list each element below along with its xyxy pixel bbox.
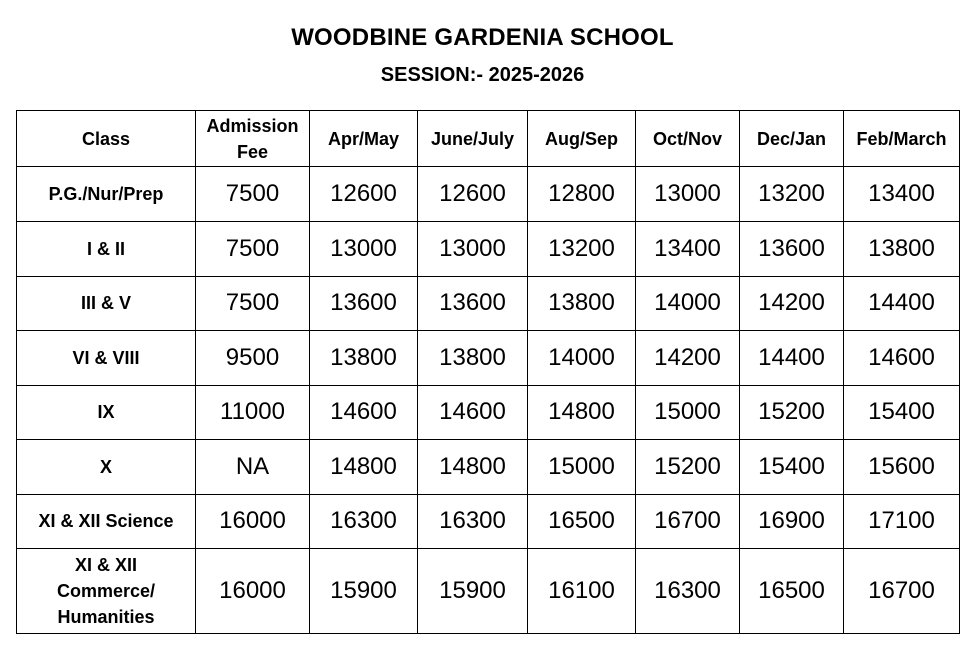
fee-cell: 14600 [844, 331, 960, 386]
fee-cell: 13000 [310, 221, 418, 276]
class-cell: X [17, 440, 196, 495]
fee-cell: 13800 [528, 276, 636, 331]
fee-cell: 15200 [636, 440, 740, 495]
class-cell: P.G./Nur/Prep [17, 167, 196, 222]
fee-cell: 14400 [844, 276, 960, 331]
table-row [17, 440, 960, 495]
fee-cell: 15900 [418, 549, 528, 634]
fee-cell: 15200 [740, 385, 844, 440]
table-header-row [17, 111, 960, 167]
fee-cell: 14400 [740, 331, 844, 386]
admission-fee-cell: 16000 [196, 549, 310, 634]
fee-cell: 13200 [528, 221, 636, 276]
admission-fee-cell: 9500 [196, 331, 310, 386]
class-cell: VI & VIII [17, 331, 196, 386]
fee-cell: 13600 [418, 276, 528, 331]
table-row [17, 276, 960, 331]
fee-cell: 15000 [528, 440, 636, 495]
fee-cell: 13600 [740, 221, 844, 276]
fee-cell: 14000 [636, 276, 740, 331]
fee-cell: 14600 [310, 385, 418, 440]
fee-cell: 14800 [528, 385, 636, 440]
fee-cell: 13000 [418, 221, 528, 276]
fee-cell: 16500 [740, 549, 844, 634]
admission-fee-cell: NA [196, 440, 310, 495]
fee-cell: 14000 [528, 331, 636, 386]
column-header: Aug/Sep [528, 111, 636, 167]
admission-fee-cell: 7500 [196, 276, 310, 331]
class-cell: XI & XII Commerce/ Humanities [17, 549, 196, 634]
fee-cell: 13400 [636, 221, 740, 276]
class-cell: III & V [17, 276, 196, 331]
fee-cell: 13600 [310, 276, 418, 331]
fee-cell: 15000 [636, 385, 740, 440]
fee-cell: 17100 [844, 494, 960, 549]
fee-cell: 14200 [740, 276, 844, 331]
fee-cell: 12800 [528, 167, 636, 222]
table-row [17, 167, 960, 222]
session-label: SESSION:- 2025-2026 [380, 64, 585, 86]
table-row [17, 549, 960, 634]
fee-table [16, 110, 960, 634]
fee-cell: 16700 [636, 494, 740, 549]
fee-cell: 15400 [740, 440, 844, 495]
fee-cell: 16900 [740, 494, 844, 549]
fee-cell: 16300 [636, 549, 740, 634]
fee-cell: 15900 [310, 549, 418, 634]
column-header: June/July [418, 111, 528, 167]
fee-cell: 16300 [310, 494, 418, 549]
fee-cell: 16100 [528, 549, 636, 634]
column-header: Oct/Nov [636, 111, 740, 167]
fee-cell: 13000 [636, 167, 740, 222]
table-row [17, 494, 960, 549]
fee-cell: 16500 [528, 494, 636, 549]
class-cell: IX [17, 385, 196, 440]
fee-cell: 14800 [418, 440, 528, 495]
fee-cell: 14800 [310, 440, 418, 495]
school-title: WOODBINE GARDENIA SCHOOL [291, 24, 674, 51]
column-header: Class [17, 111, 196, 167]
fee-cell: 12600 [310, 167, 418, 222]
fee-cell: 16700 [844, 549, 960, 634]
fee-cell: 16300 [418, 494, 528, 549]
class-cell: XI & XII Science [17, 494, 196, 549]
table-row [17, 221, 960, 276]
column-header: Admission Fee [196, 111, 310, 167]
fee-cell: 14600 [418, 385, 528, 440]
table-row [17, 331, 960, 386]
fee-cell: 15400 [844, 385, 960, 440]
column-header: Dec/Jan [740, 111, 844, 167]
admission-fee-cell: 16000 [196, 494, 310, 549]
column-header: Feb/March [844, 111, 960, 167]
fee-cell: 13800 [844, 221, 960, 276]
admission-fee-cell: 11000 [196, 385, 310, 440]
fee-cell: 13800 [418, 331, 528, 386]
fee-cell: 14200 [636, 331, 740, 386]
table-row [17, 385, 960, 440]
fee-cell: 13800 [310, 331, 418, 386]
fee-cell: 13400 [844, 167, 960, 222]
class-cell: I & II [17, 221, 196, 276]
admission-fee-cell: 7500 [196, 167, 310, 222]
column-header: Apr/May [310, 111, 418, 167]
fee-cell: 13200 [740, 167, 844, 222]
fee-cell: 12600 [418, 167, 528, 222]
fee-cell: 15600 [844, 440, 960, 495]
admission-fee-cell: 7500 [196, 221, 310, 276]
